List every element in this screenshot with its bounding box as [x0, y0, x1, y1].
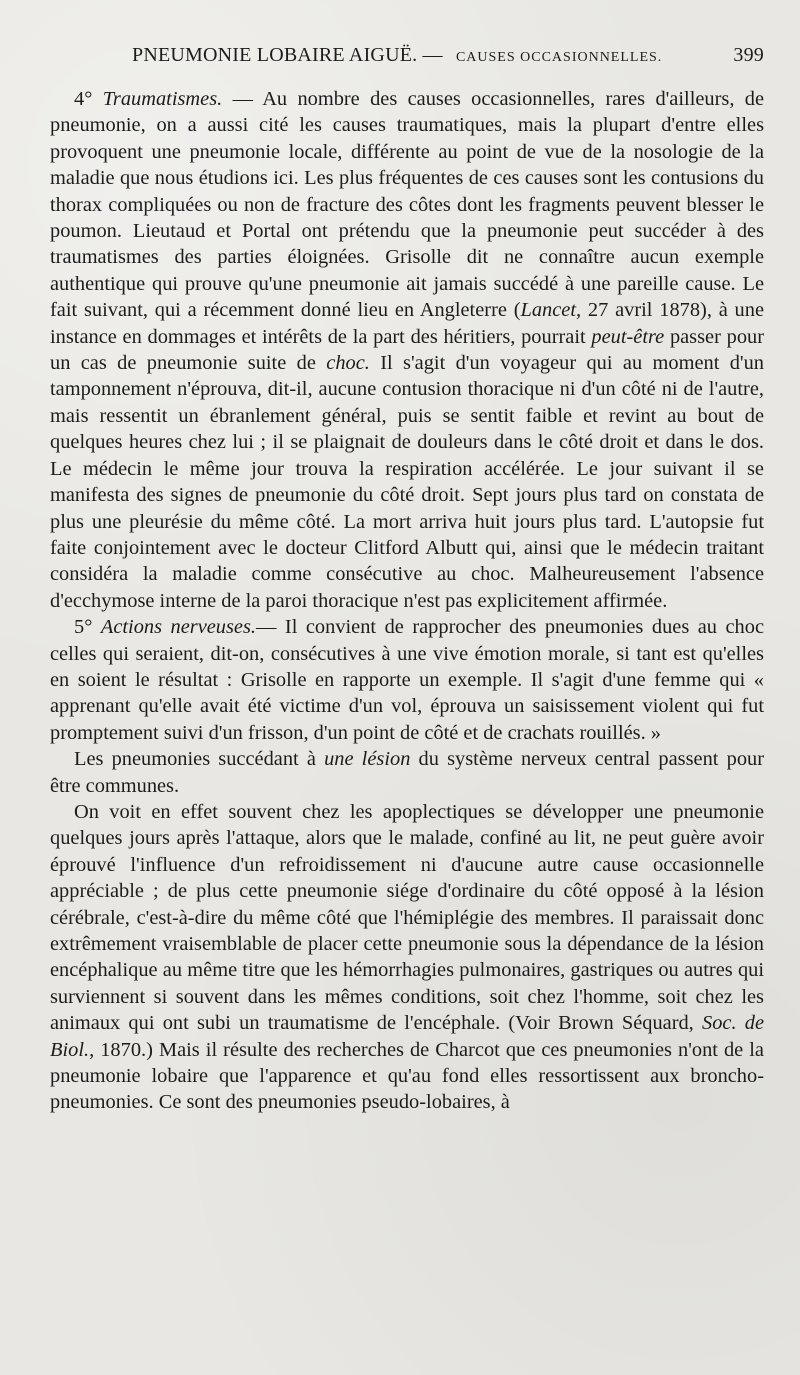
citation-journal: Soc. de Biol.,: [50, 1012, 764, 1061]
running-head: [132, 44, 764, 74]
text-run: Il s'agit d'un voyageur qui au moment d'un tamponnement n'éprouva, dit-il, aucune contusion thoracique ni d'un côté ni de l'autre, mais ressentit un ébranlement général, puis se sentit faible et revint au bout de quelques heures chez lui ; il se plaignait de douleurs dans le côté droit et dans le dos. Le médecin le même jour trouva la respiration accélérée. Le jour suivant il se manifesta des signes de pneumonie du côté droit. Sept jours plus tard on constata de plus une pleurésie du même côté. La mort arriva huit jours plus tard. L'autopsie fut faite conjointement avec le docteur Clitford Albutt qui, ainsi que le médecin traitant considéra la maladie comme consécutive au choc. Malheureusement l'absence d'ecchymose interne de la paroi thoracique n'est pas explicitement affirmée.: [50, 352, 764, 612]
text-run: passer pour un cas de pneumonie suite de: [50, 325, 764, 375]
text-run: 1870.) Mais il résulte des recherches de Charcot que ces pneumonies n'ont de la pneumonie lobaire que l'apparence et qu'au fond elles ressortissent aux broncho-pneumonies. Ce sont des pneumonies pseudo-lobaires, à: [50, 1038, 764, 1114]
section-heading: Traumatismes.: [102, 88, 223, 110]
text-run: 27 avril 1878), à une instance en dommages et intérêts de la part des héritiers, pourrait: [50, 299, 764, 348]
citation-journal: Lancet,: [520, 299, 582, 322]
text-run: — Au nombre des causes occasionnelles, rares d'ailleurs, de pneumonie, on a aussi cité les causes traumatiques, mais la plupart d'entre elles provoquent une pneumonie locale, différente au point de vue de la nosologie de la maladie que nous étudions ici. Les plus fréquentes de ces causes sont les contusions du thorax compliquées ou non de fracture des côtes dont les fragments peuvent blesser le poumon. Lieutaud et Portal ont prétendu que la pneumonie peut succéder à des traumatismes des parties éloignées. Grisolle dit ne connaître aucun exemple authentique qui prouve qu'une pneumonie ait jamais succédé à une pareille cause. Le fait suivant, qui a récemment donné lieu en Angleterre (: [50, 88, 765, 322]
text-run: — Il convient de rapprocher des pneumonies dues au choc celles qui seraient, dit-on, consécutives à une vive émotion morale, si tant est qu'elles en soient le résultat : Grisolle en rapporte un exemple. Il s'agit d'une femme qui « apprenant qu'elle avait été victime d'un vol, éprouva un saisissement violent qui fut promptement suivi d'un frisson, d'un point de côté et de crachats rouillés. »: [50, 616, 764, 744]
header-separator: —: [422, 44, 443, 66]
paragraph-apoplectiques: [50, 799, 764, 1116]
body-text: [50, 86, 764, 1116]
running-title: PNEUMONIE LOBAIRE AIGUË.: [132, 44, 418, 66]
paragraph-actions-nerveuses: [50, 614, 764, 746]
section-number: 4°: [74, 88, 103, 110]
emphasis: une lésion: [324, 748, 411, 771]
text-run: du système nerveux central passent pour être communes.: [50, 748, 764, 797]
paragraph-traumatismes: [50, 86, 764, 614]
emphasis: choc.: [326, 352, 370, 375]
section-number: 5°: [74, 616, 101, 639]
text-run: Les pneumonies succédant à: [74, 748, 325, 771]
paragraph-lesion: [50, 746, 764, 799]
emphasis: peut-être: [591, 325, 665, 348]
text-run: On voit en effet souvent chez les apoplectiques se développer une pneumonie quelques jours après l'attaque, alors que le malade, confiné au lit, ne peut guère avoir éprouvé l'influence d'un refroidissement ni d'aucune autre cause occasionnelle appréciable ; de plus cette pneumonie siége d'ordinaire du côté opposé à la lésion cérébrale, c'est-à-dire du même côté que l'hémiplégie des membres. Il paraissait donc extrêmement vraisemblable de placer cette pneumonie sous la dépendance de la lésion encéphalique au même titre que les hémorrhagies pulmonaires, gastriques ou autres qui surviennent si souvent dans les mêmes conditions, soit chez l'homme, soit chez les animaux qui ont subi un traumatisme de l'encéphale. (Voir Brown Séquard,: [50, 800, 764, 1035]
running-subtitle: CAUSES OCCASIONNELLES.: [455, 50, 663, 65]
section-heading: Actions nerveuses.: [100, 616, 257, 639]
page-number: 399: [733, 44, 764, 66]
